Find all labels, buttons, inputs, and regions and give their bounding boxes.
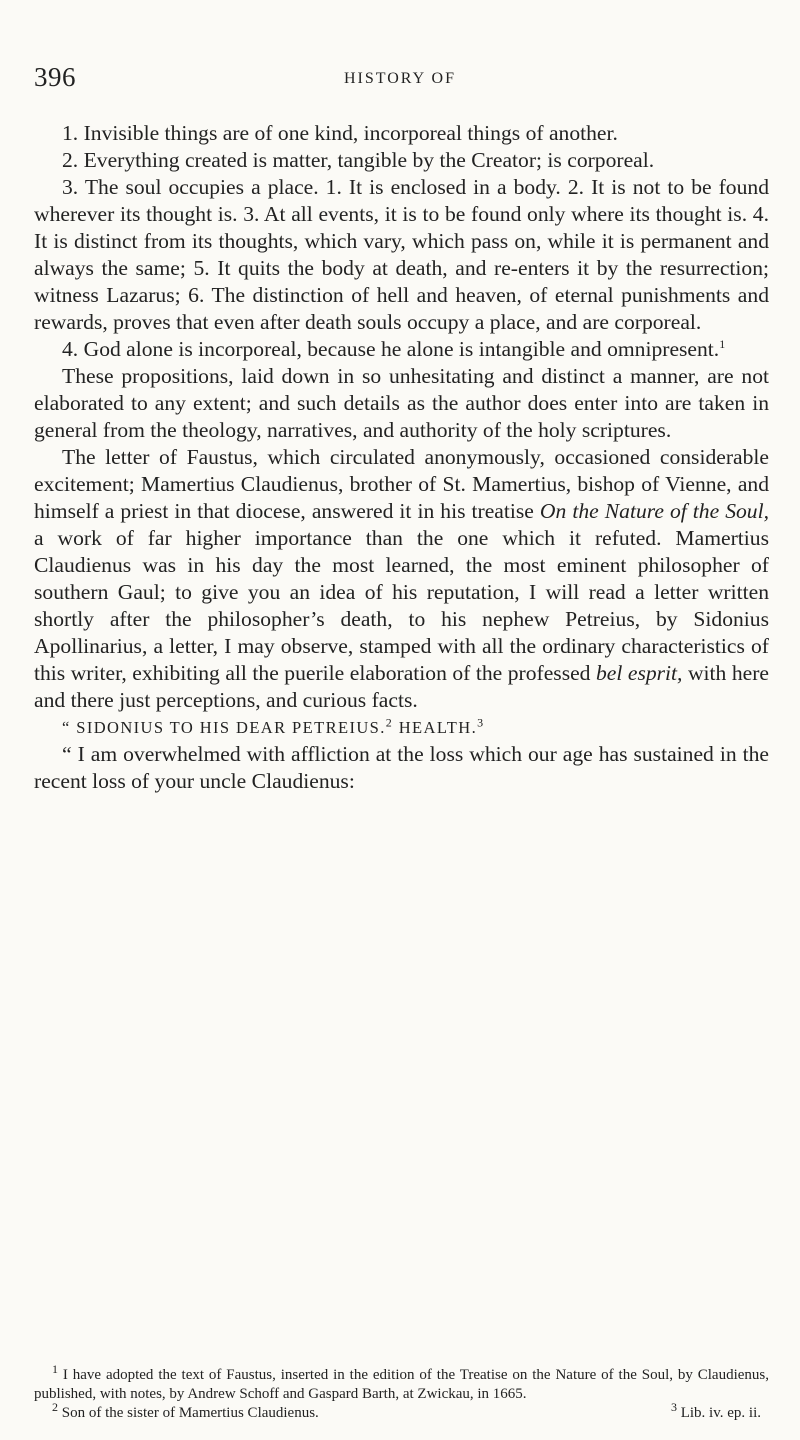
footnote-1 <box>34 1362 769 1404</box>
proposition-1: 1. Invisible things are of one kind, incorporeal things of another. <box>62 121 618 145</box>
footnote-3 <box>670 1400 761 1423</box>
footnote-ref-1: 1 <box>719 336 726 351</box>
foreign-phrase: bel esprit, <box>595 661 683 685</box>
body-text <box>34 120 769 795</box>
footnote-3-text: Lib. iv. ep. ii. <box>676 1405 761 1421</box>
footnote-3-mark: 3 <box>670 1400 677 1414</box>
footnote-1-mark: 1 <box>52 1362 58 1376</box>
paragraph-text-c: with here and there just perceptions, and curious facts. <box>34 661 769 712</box>
paragraph-text-a: The letter of Faustus, which circulated anonymously, occasioned considerable excitement; Mamertius Claudienus, brother of St. Mamertius, bishop of Vienne, and himself a priest in that diocese, answered it in his treatise <box>34 445 769 523</box>
footnote-2-mark: 2 <box>52 1400 58 1414</box>
paragraph-text-b: a work of far higher importance than the one which it refuted. Mamertius Claudienus was in his day the most learned, the most eminent philosopher of southern Gaul; to give you an idea of his reputation, I will read a letter written shortly after the philosopher’s death, to his nephew Petreius, by Sidonius Apollinarius, a letter, I may observe, stamped with all the ordinary characteristics of this writer, exhibiting all the puerile elaboration of the professed <box>34 526 769 685</box>
treatise-title: On the Nature of the Soul, <box>539 499 769 523</box>
proposition-3: 3. The soul occupies a place. 1. It is enclosed in a body. 2. It is not to be found wherever its thought is. 3. At all events, it is to be found only where its thought is. 4. It is distinct from its thoughts, which vary, which pass on, while it is permanent and always the same; 5. It quits the body at death, and re-enters it by the resurrection; witness Lazarus; 6. The distinction of hell and heaven, of eternal punishments and rewards, proves that even after death souls occupy a place, and are corporeal. <box>34 175 769 334</box>
footnote-ref-2: 2 <box>385 715 394 730</box>
footnote-2-text: Son of the sister of Mamertius Claudienus. <box>58 1405 319 1421</box>
salutation-text-b: HEALTH. <box>393 718 478 737</box>
footnote-1-text: I have adopted the text of Faustus, inserted in the edition of the Treatise on the Nature of the Soul, by Claudienus, published, with notes, by Andrew Schoff and Gaspard Barth, at Zwickau, in 1665. <box>34 1367 769 1402</box>
letter-salutation <box>34 714 769 741</box>
salutation-text-a: “ SIDONIUS TO HIS DEAR PETREIUS. <box>62 718 386 737</box>
proposition-4-text: 4. God alone is incorporeal, because he alone is intangible and omnipresent. <box>62 337 720 361</box>
footnote-row <box>34 1400 769 1423</box>
letter-opening: “ I am overwhelmed with affliction at the loss which our age has sustained in the recent loss of your uncle Claudienus: <box>34 742 769 793</box>
paragraph-faustus-letter <box>34 444 769 714</box>
page-number: 396 <box>34 62 76 92</box>
page-header <box>0 62 800 92</box>
footnote-ref-3: 3 <box>477 715 485 730</box>
proposition-2: 2. Everything created is matter, tangible by the Creator; is corporeal. <box>62 148 655 172</box>
footnote-2 <box>52 1400 319 1423</box>
running-head: HISTORY OF <box>343 70 457 87</box>
footnotes <box>34 1362 769 1423</box>
proposition-4 <box>34 336 769 363</box>
paragraph-propositions-summary: These propositions, laid down in so unhesitating and distinct a manner, are not elaborated to any extent; and such details as the author does enter into are taken in general from the theology, narratives, and authority of the holy scriptures. <box>34 364 769 442</box>
